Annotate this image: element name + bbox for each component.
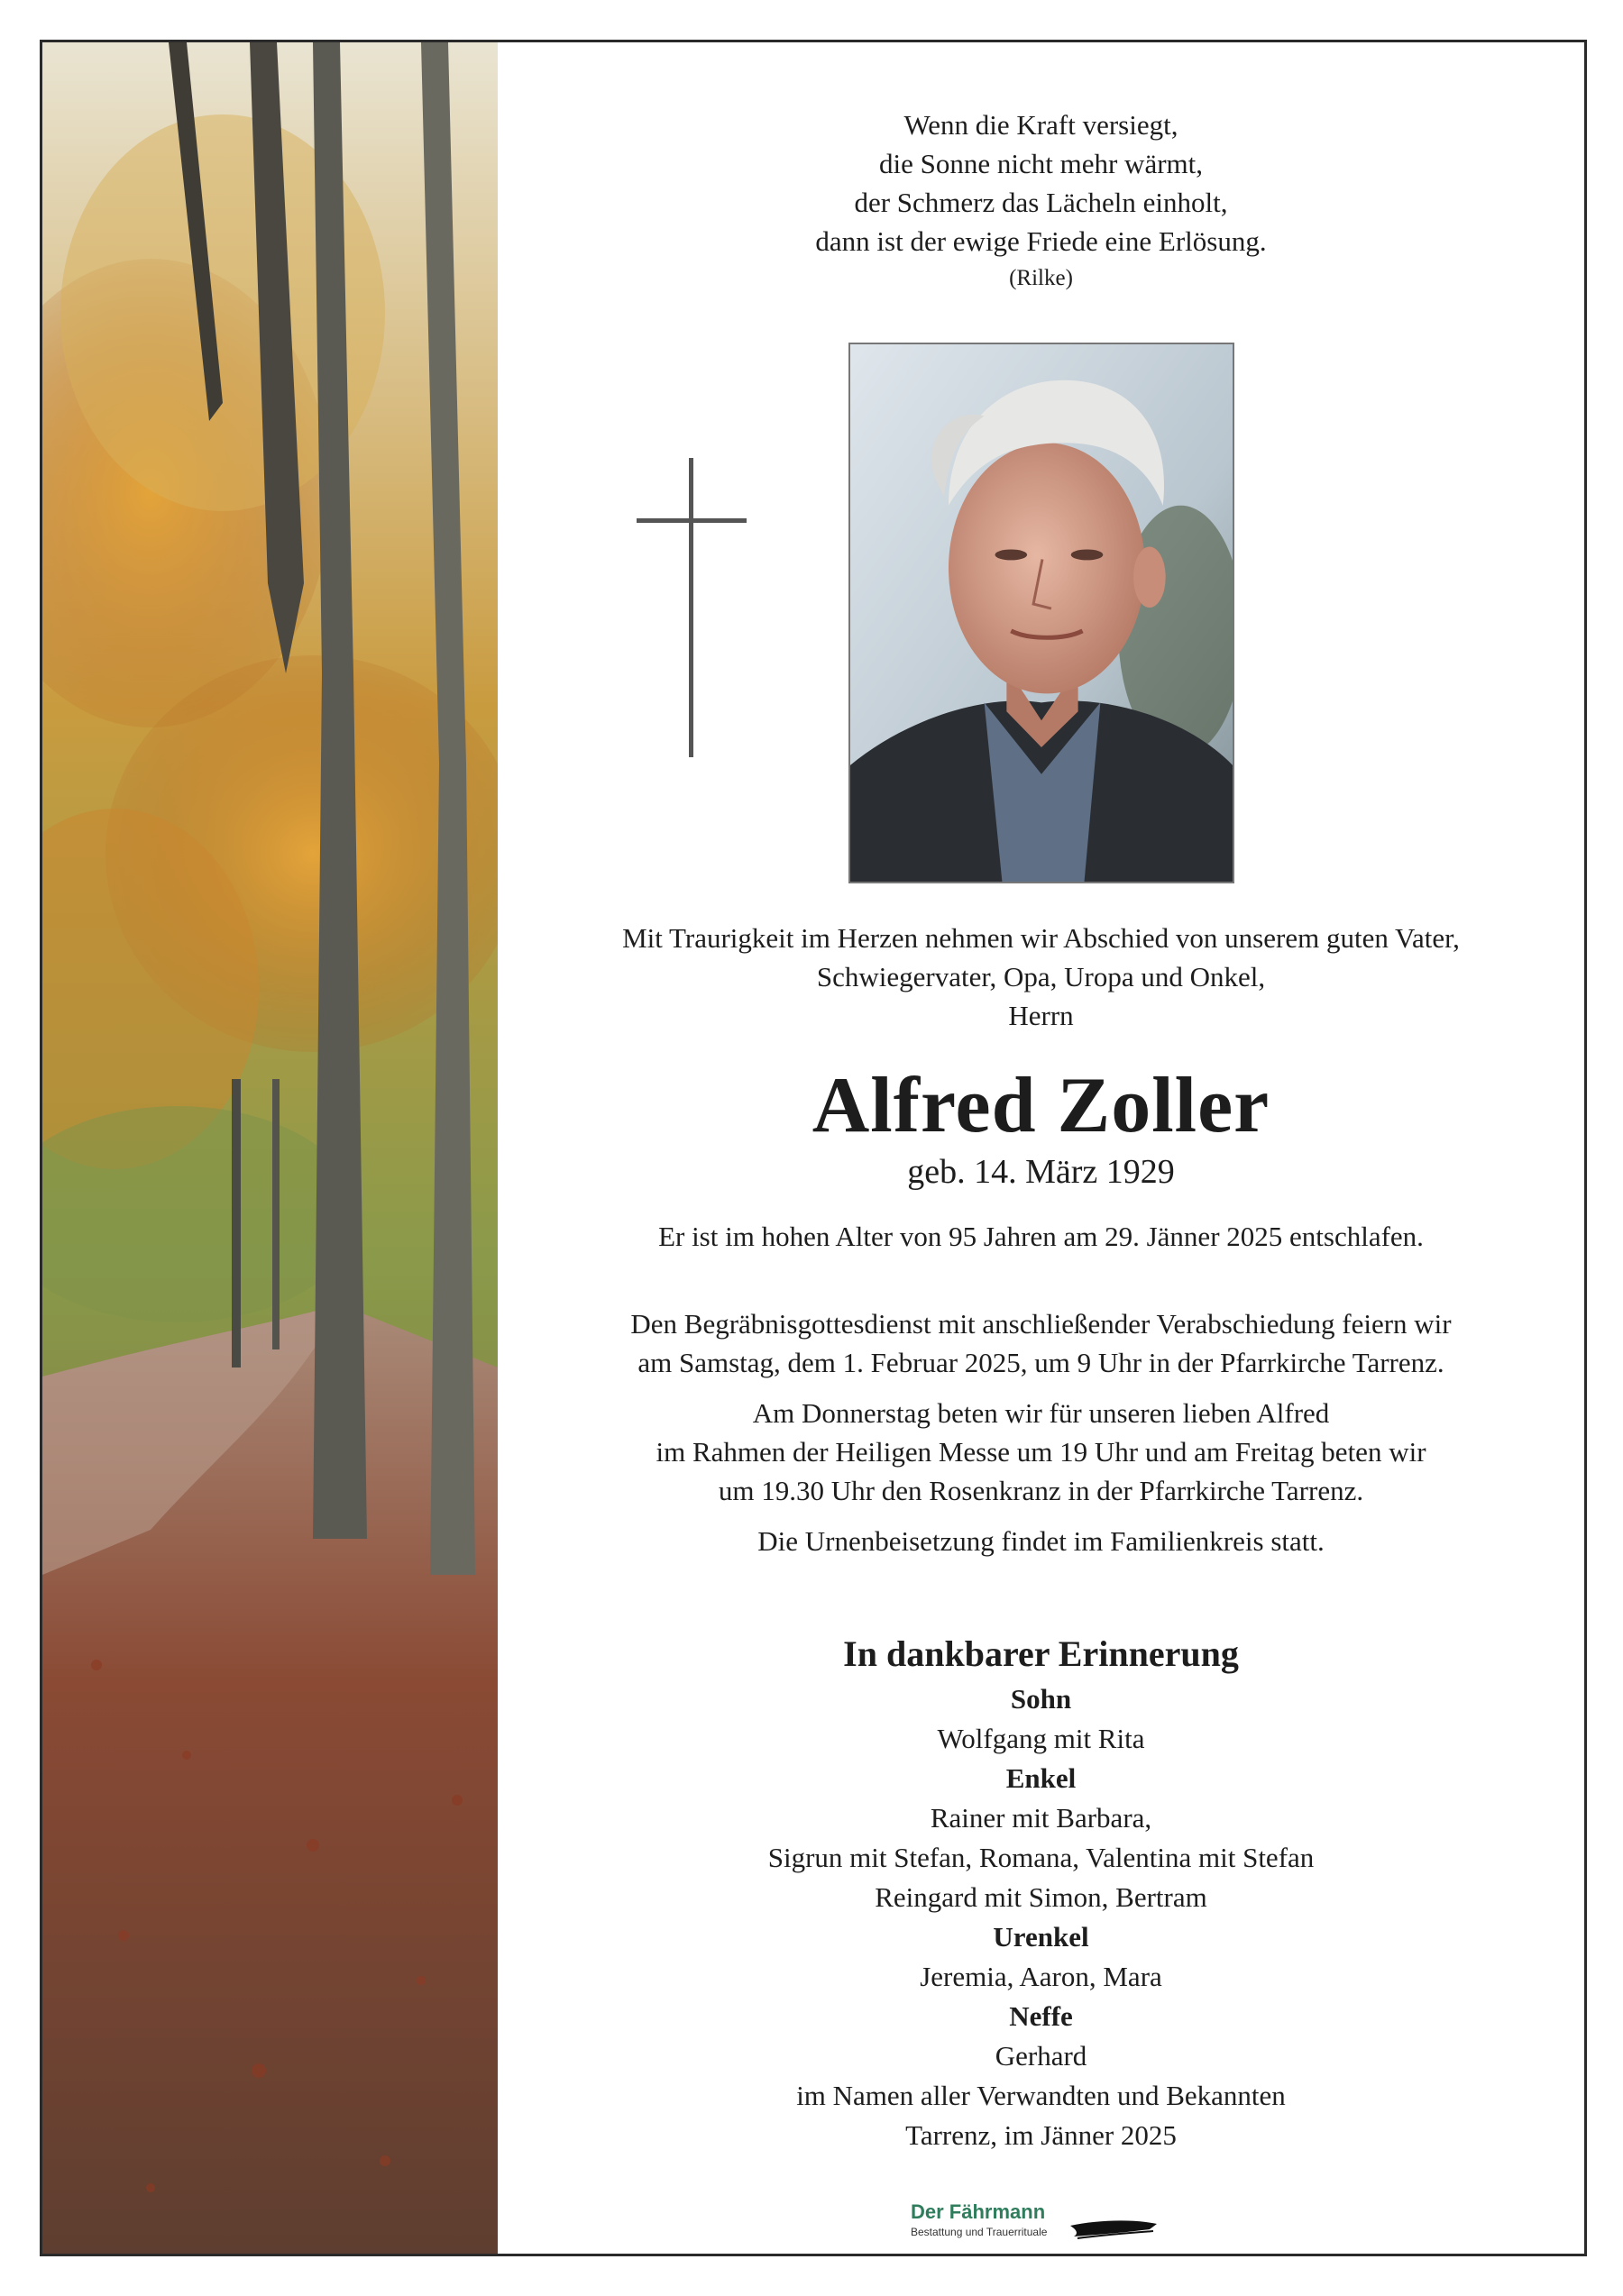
family-role-son: Sohn	[1010, 1683, 1072, 1715]
family-names-grandchildren: Sigrun mit Stefan, Romana, Valentina mit Stefan	[767, 1842, 1315, 1873]
poem-author: (Rilke)	[1009, 266, 1073, 290]
poem-line: dann ist der ewige Friede eine Erlösung.	[815, 225, 1267, 257]
place-date: Tarrenz, im Jänner 2025	[905, 2119, 1177, 2151]
cross-icon	[637, 458, 747, 757]
death-note: Er ist im hohen Alter von 95 Jahren am 29. Jänner 2025 entschlafen.	[658, 1221, 1424, 1252]
paragraph-gap	[498, 1382, 1584, 1394]
family-role-grandchildren: Enkel	[1005, 1762, 1077, 1794]
intro-line: Herrn	[1008, 1000, 1074, 1031]
service-line: Den Begräbnisgottesdienst mit anschließender Verabschiedung feiern wir	[630, 1308, 1452, 1340]
service-line: am Samstag, dem 1. Februar 2025, um 9 Uhr in der Pfarrkirche Tarrenz.	[637, 1347, 1444, 1378]
paragraph-gap	[498, 1510, 1584, 1522]
family-names-nephew: Gerhard	[995, 2040, 1087, 2072]
autumn-forest-path-photo	[42, 42, 498, 2254]
portrait-photo	[848, 343, 1234, 883]
intro-text	[498, 919, 1584, 1035]
family-heading: In dankbarer Erinnerung	[843, 1633, 1239, 1674]
boat-icon	[1068, 2217, 1159, 2244]
family-names-grandchildren: Reingard mit Simon, Bertram	[875, 1881, 1207, 1913]
birth-date: geb. 14. März 1929	[907, 1153, 1175, 1191]
family-names-grandchildren: Rainer mit Barbara,	[930, 1802, 1152, 1834]
logo-tagline: Bestattung und Trauerrituale	[911, 2226, 1048, 2238]
service-info	[498, 1304, 1584, 1560]
obituary-card	[40, 40, 1587, 2256]
deceased-name: Alfred Zoller	[812, 1062, 1270, 1149]
family-names-son: Wolfgang mit Rita	[937, 1723, 1145, 1754]
poem	[498, 105, 1584, 297]
service-line: Die Urnenbeisetzung findet im Familienkreis statt.	[757, 1525, 1325, 1557]
service-line: um 19.30 Uhr den Rosenkranz in der Pfarrkirche Tarrenz.	[718, 1475, 1364, 1506]
intro-line: Mit Traurigkeit im Herzen nehmen wir Abschied von unserem guten Vater,	[622, 922, 1460, 954]
funeral-home-logo	[911, 2200, 1181, 2251]
logo-brand: Der Fährmann	[911, 2200, 1046, 2223]
family-role-nephew: Neffe	[1009, 2000, 1073, 2032]
obituary-text-column	[498, 42, 1584, 2254]
family-closing: im Namen aller Verwandten und Bekannten	[796, 2080, 1286, 2111]
poem-line: die Sonne nicht mehr wärmt,	[879, 148, 1203, 179]
service-line: im Rahmen der Heiligen Messe um 19 Uhr und am Freitag beten wir	[656, 1436, 1426, 1468]
intro-line: Schwiegervater, Opa, Uropa und Onkel,	[816, 961, 1266, 992]
family-names-great-grandchildren: Jeremia, Aaron, Mara	[920, 1961, 1162, 1992]
family-section	[498, 1629, 1584, 2155]
poem-line: Wenn die Kraft versiegt,	[903, 109, 1178, 141]
poem-line: der Schmerz das Lächeln einholt,	[854, 187, 1228, 218]
family-role-great-grandchildren: Urenkel	[993, 1921, 1089, 1953]
service-line: Am Donnerstag beten wir für unseren lieben Alfred	[752, 1397, 1330, 1429]
